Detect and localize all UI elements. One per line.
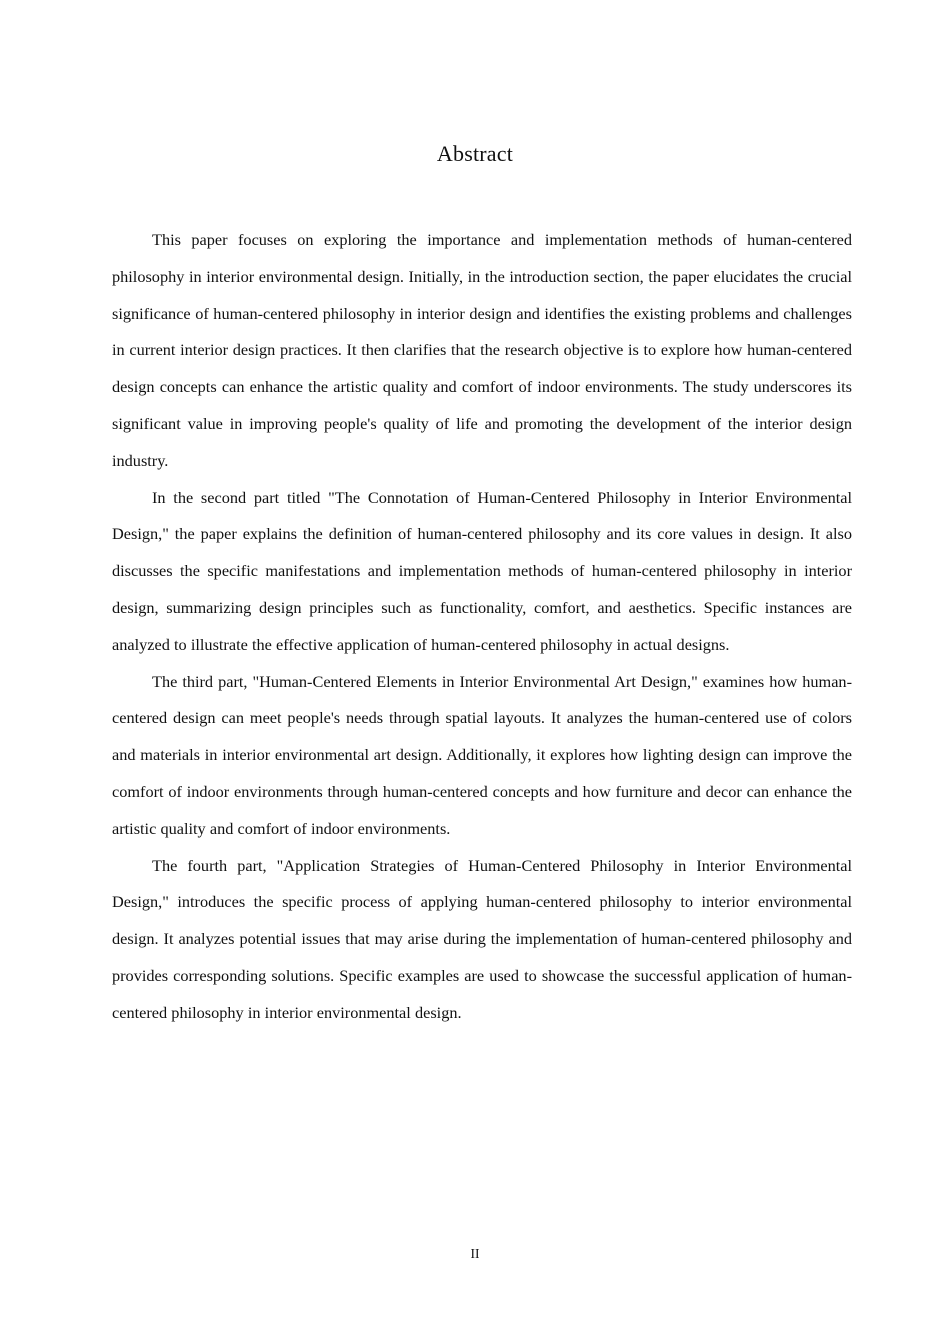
abstract-body <box>112 222 852 1032</box>
paragraph: This paper focuses on exploring the importance and implementation methods of human-centered philosophy in interior environmental design. Initially, in the introduction section, the paper elucidates the crucial significance of human-centered philosophy in interior design and identifies the existing problems and challenges in current interior design practices. It then clarifies that the research objective is to explore how human-centered design concepts can enhance the artistic quality and comfort of indoor environments. The study underscores its significant value in improving people's quality of life and promoting the development of the interior design industry. <box>112 230 852 470</box>
paragraph: In the second part titled "The Connotation of Human-Centered Philosophy in Interior Environmental Design," the paper explains the definition of human-centered philosophy and its core values in design. It also discusses the specific manifestations and implementation methods of human-centered philosophy in interior design, summarizing design principles such as functionality, comfort, and aesthetics. Specific instances are analyzed to illustrate the effective application of human-centered philosophy in actual designs. <box>112 487 852 654</box>
page-number: II <box>470 1246 480 1261</box>
paragraph: The third part, "Human-Centered Elements in Interior Environmental Art Design," examines how human-centered design can meet people's needs through spatial layouts. It analyzes the human-centered use of colors and materials in interior environmental art design. Additionally, it explores how lighting design can improve the comfort of indoor environments through human-centered concepts and how furniture and decor can enhance the artistic quality and comfort of indoor environments. <box>112 671 852 838</box>
paragraph: The fourth part, "Application Strategies of Human-Centered Philosophy in Interior Environmental Design," introduces the specific process of applying human-centered philosophy to interior environmental design. It analyzes potential issues that may arise during the implementation of human-centered philosophy and provides corresponding solutions. Specific examples are used to showcase the successful application of human-centered philosophy in interior environmental design. <box>112 855 852 1022</box>
page-title: Abstract <box>436 140 514 166</box>
